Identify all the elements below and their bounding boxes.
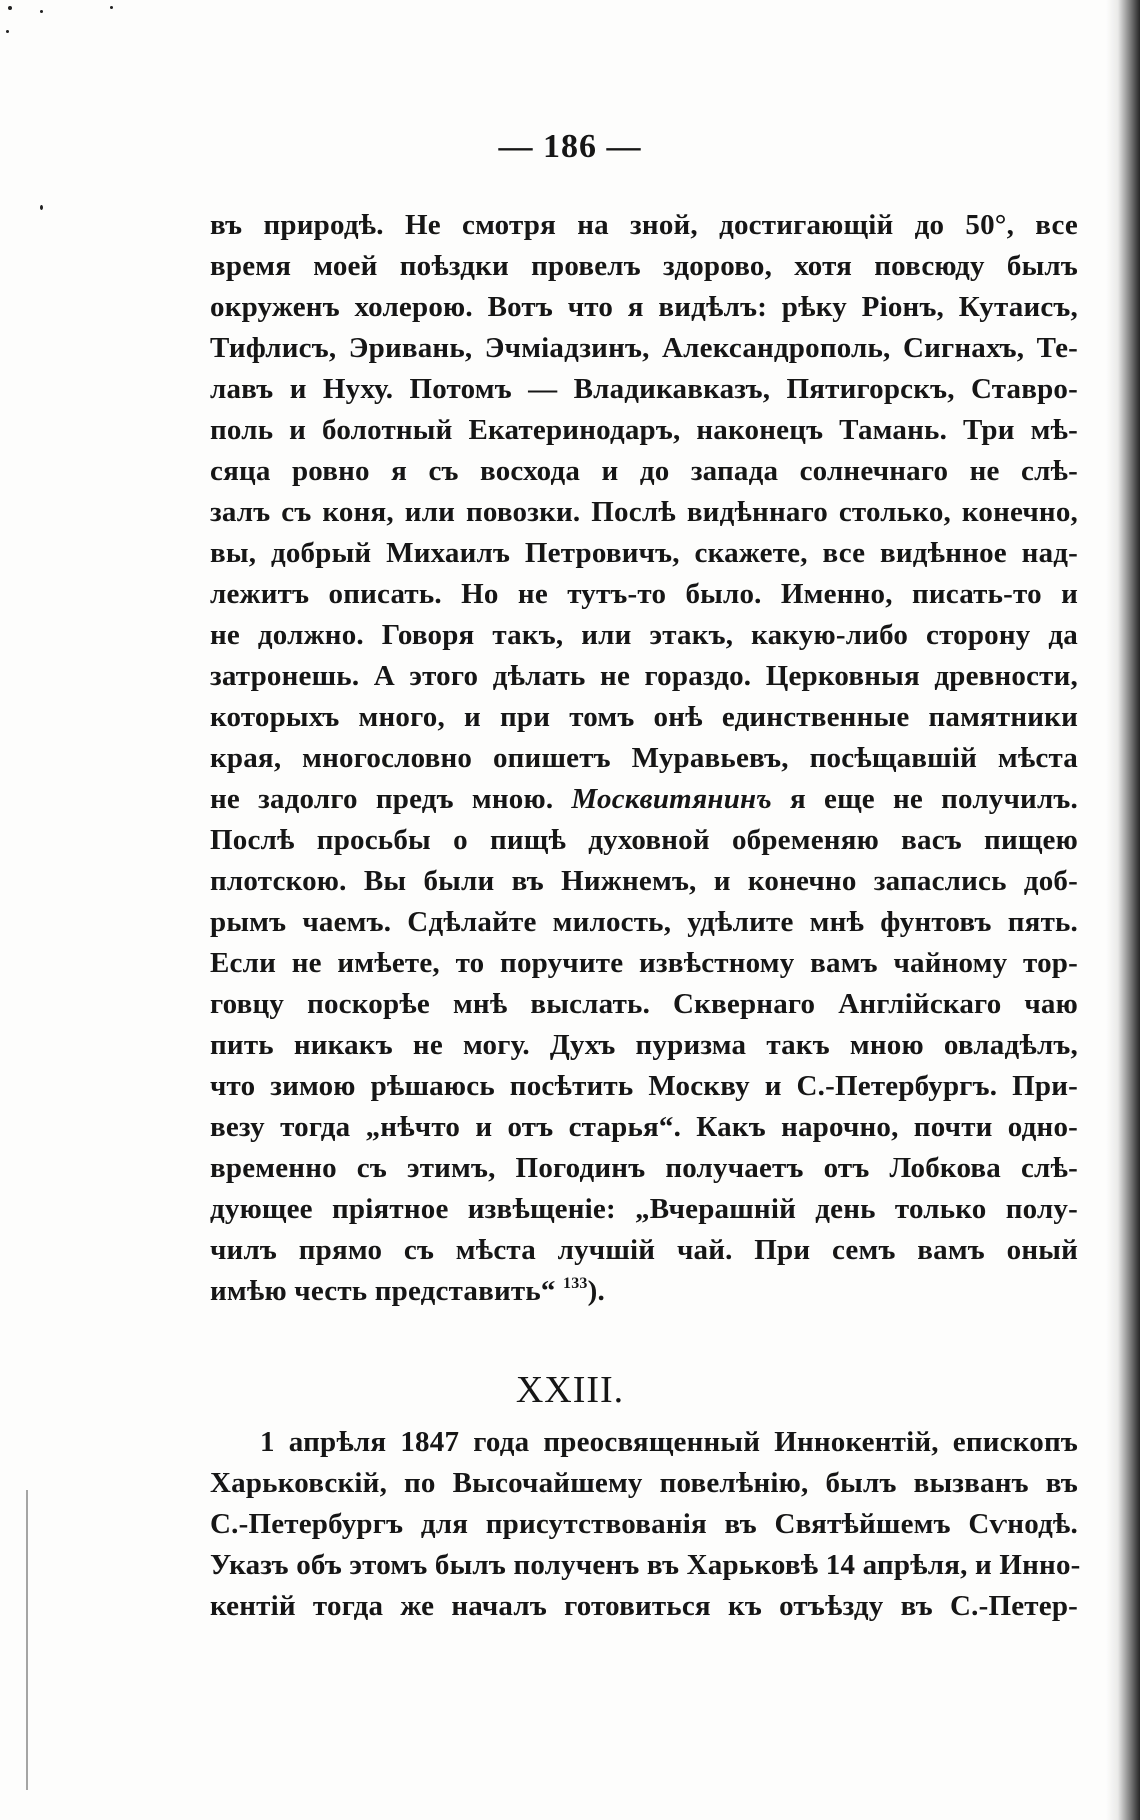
text-line-last [210,1271,1078,1312]
scan-speck [8,6,12,10]
text-line: вы, добрый Михаилъ Петровичъ, скажете, все видѣнное над- [210,537,1078,569]
text-segment: имѣю честь представить“ [210,1275,564,1307]
text-line: въ природѣ. Не смотря на зной, достигающій до 50°, все [210,209,1078,241]
text-line: кентій тогда же началъ готовиться къ отъѣзду въ С.-Петер- [210,1590,1078,1622]
text-line: Послѣ просьбы о пищѣ духовной обременяю васъ пищею [210,824,1078,856]
page-number: — 186 — [498,128,642,165]
paragraph-section-start [210,1422,1081,1627]
text-line: пить никакъ не могу. Духъ пуризма такъ мною овладѣлъ, [210,1029,1078,1061]
text-segment: ). [587,1275,605,1307]
text-line: С.-Петербургъ для присутствованія въ Святѣйшемъ Сѵнодѣ. [210,1508,1078,1540]
text-line: чилъ прямо съ мѣста лучшій чай. При семъ вамъ оный [210,1234,1078,1266]
text-line: затронешь. А этого дѣлать не гораздо. Церковныя древности, [210,660,1078,692]
page-edge-shadow [1106,0,1140,1820]
text-line: не должно. Говоря такъ, или этакъ, какую-либо сторону да [210,619,1078,651]
text-line: поль и болотный Екатеринодаръ, наконецъ Тамань. Три мѣ- [210,414,1078,446]
text-line: рымъ чаемъ. Сдѣлайте милость, удѣлите мнѣ фунтовъ пять. [210,906,1078,938]
paragraph-continued [210,205,1078,1312]
text-line: Тифлисъ, Эривань, Эчміадзинъ, Александрополь, Сигнахъ, Те- [210,332,1078,364]
italic-journal-title: Москвитянинъ [571,783,772,815]
text-line: временно съ этимъ, Погодинъ получаетъ отъ Лобкова слѣ- [210,1152,1078,1184]
text-line: края, многословно опишетъ Муравьевъ, посѣщавшій мѣста [210,742,1078,774]
text-segment: не задолго предъ мною. [210,783,572,815]
text-line: Указъ объ этомъ былъ полученъ въ Харьковѣ 14 апрѣля, и Инно- [210,1549,1081,1581]
scan-speck [40,10,43,13]
text-line: которыхъ много, и при томъ онѣ единственные памятники [210,701,1078,733]
footnote-reference: 133 [563,1275,588,1292]
text-line: сяца ровно я съ восхода и до запада солнечнаго не слѣ- [210,455,1078,487]
text-line: 1 апрѣля 1847 года преосвященный Иннокентій, епископъ [260,1426,1078,1458]
text-line: везу тогда „нѣчто и отъ старья“. Какъ нарочно, почти одно- [210,1111,1078,1143]
section-heading: XXIII. [515,1369,625,1411]
text-line: Харьковскій, по Высочайшему повелѣнію, былъ вызванъ въ [210,1467,1078,1499]
text-line: лавъ и Нуху. Потомъ — Владикавказъ, Пятигорскъ, Ставро- [210,373,1078,405]
binding-edge-line [26,1490,28,1790]
scan-speck [6,30,9,33]
text-segment: я еще не получилъ. [771,783,1078,815]
text-line: Если не имѣете, то поручите извѣстному вамъ чайному тор- [210,947,1078,979]
text-line: говцу поскорѣе мнѣ выслать. Сквернаго Англійскаго чаю [210,988,1078,1020]
text-line: залъ съ коня, или повозки. Послѣ видѣннаго столько, конечно, [210,496,1078,528]
text-line: окруженъ холерою. Вотъ что я видѣлъ: рѣку Ріонъ, Кутаисъ, [210,291,1078,323]
text-line: время моей поѣздки провелъ здорово, хотя повсюду былъ [210,250,1078,282]
scan-speck [40,205,43,210]
text-line: что зимою рѣшаюсь посѣтить Москву и С.-Петербургъ. При- [210,1070,1078,1102]
text-line: дующее пріятное извѣщеніе: „Вчерашній день только полу- [210,1193,1078,1225]
text-line: плотскою. Вы были въ Нижнемъ, и конечно запаслись доб- [210,865,1078,897]
text-line: лежитъ описать. Но не тутъ-то было. Именно, писать-то и [210,578,1078,610]
text-line-with-italic [210,779,1078,820]
scan-speck [110,6,113,9]
